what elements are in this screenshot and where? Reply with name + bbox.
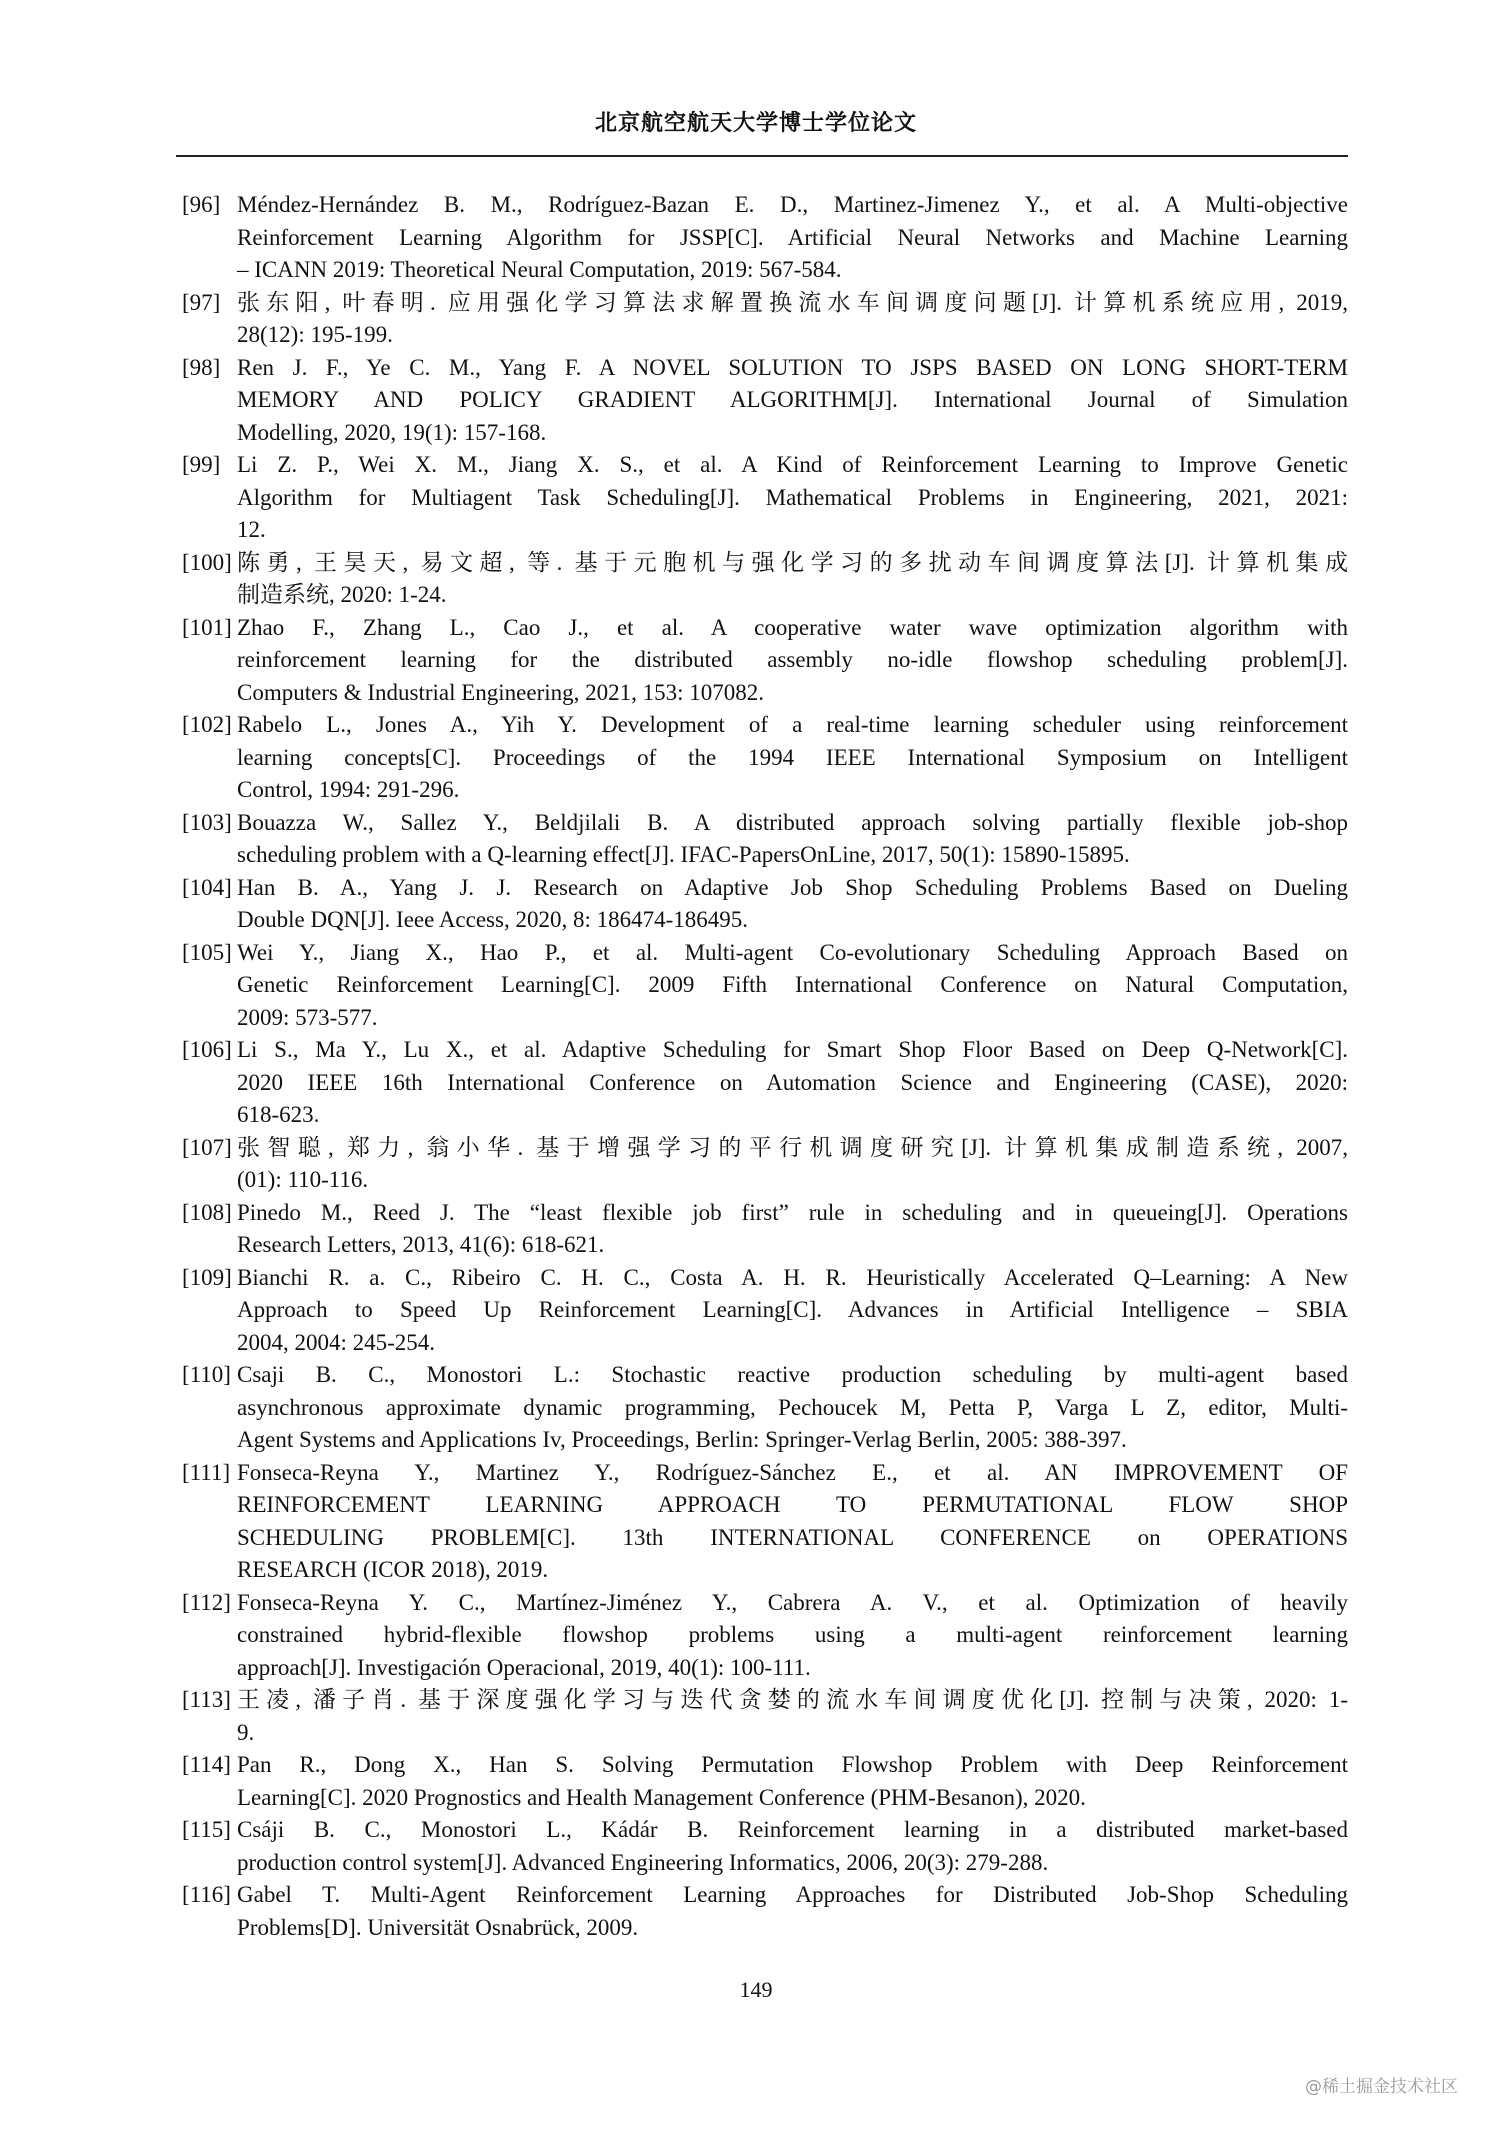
reference-line: Zhao F., Zhang L., Cao J., et al. A cooperative water wave optimization algorithm with bbox=[237, 614, 1348, 640]
reference-number: [101] bbox=[182, 614, 232, 640]
reference-line: MEMORY AND POLICY GRADIENT ALGORITHM[J]. International Journal of Simulation bbox=[237, 387, 1348, 412]
reference-text bbox=[237, 1684, 1348, 1749]
reference-number: [110] bbox=[182, 1362, 231, 1387]
reference-entry bbox=[182, 1587, 1348, 1685]
reference-entry bbox=[182, 287, 1348, 352]
reference-line: 2009: 573-577. bbox=[237, 1004, 378, 1030]
reference-number: [116] bbox=[182, 1882, 231, 1907]
reference-text bbox=[237, 547, 1348, 612]
reference-entry bbox=[182, 1749, 1348, 1814]
reference-line: REINFORCEMENT LEARNING APPROACH TO PERMUTATIONAL FLOW SHOP bbox=[237, 1492, 1348, 1517]
reference-number: [97] bbox=[182, 289, 221, 315]
reference-number: [99] bbox=[182, 452, 221, 477]
reference-text bbox=[237, 937, 1348, 1035]
reference-line: 618-623. bbox=[237, 1102, 320, 1127]
reference-entry bbox=[182, 1034, 1348, 1132]
reference-text bbox=[237, 1034, 1348, 1132]
reference-entry bbox=[182, 807, 1348, 872]
reference-number: [108] bbox=[182, 1199, 232, 1225]
reference-line: reinforcement learning for the distributed assembly no-idle flowshop scheduling problem[J]. bbox=[237, 647, 1348, 672]
reference-line: Bianchi R. a. C., Ribeiro C. H. C., Costa A. H. R. Heuristically Accelerated Q–Learning: A New bbox=[237, 1264, 1348, 1290]
reference-entry bbox=[182, 1684, 1348, 1749]
reference-line: 28(12): 195-199. bbox=[237, 322, 393, 347]
reference-text bbox=[237, 807, 1348, 872]
reference-line: 王凌, 潘子肖. 基于深度强化学习与迭代贪婪的流水车间调度优化[J]. 控制与决策, 2020: 1- bbox=[237, 1687, 1348, 1712]
reference-number: [109] bbox=[182, 1264, 232, 1290]
reference-entry bbox=[182, 547, 1348, 612]
reference-line: asynchronous approximate dynamic programming, Pechoucek M, Petta P, Varga L Z, editor, Multi- bbox=[237, 1394, 1348, 1420]
reference-text bbox=[237, 189, 1348, 287]
reference-number: [102] bbox=[182, 712, 232, 737]
reference-number: [107] bbox=[182, 1134, 232, 1160]
reference-text bbox=[237, 287, 1348, 352]
reference-entry bbox=[182, 352, 1348, 450]
reference-number: [106] bbox=[182, 1037, 232, 1062]
reference-text bbox=[237, 449, 1348, 547]
reference-entry bbox=[182, 872, 1348, 937]
reference-entry bbox=[182, 1197, 1348, 1262]
reference-line: SCHEDULING PROBLEM[C]. 13th INTERNATIONAL CONFERENCE on OPERATIONS bbox=[237, 1524, 1348, 1550]
reference-line: Problems[D]. Universität Osnabrück, 2009. bbox=[237, 1914, 639, 1940]
reference-text bbox=[237, 1749, 1348, 1814]
reference-line: Ren J. F., Ye C. M., Yang F. A NOVEL SOLUTION TO JSPS BASED ON LONG SHORT-TERM bbox=[237, 354, 1348, 380]
reference-line: Méndez-Hernández B. M., Rodríguez-Bazan E. D., Martinez-Jimenez Y., et al. A Multi-objective bbox=[237, 192, 1348, 217]
reference-number: [115] bbox=[182, 1817, 231, 1842]
reference-line: 9. bbox=[237, 1719, 255, 1745]
reference-text bbox=[237, 872, 1348, 937]
reference-line: Li S., Ma Y., Lu X., et al. Adaptive Scheduling for Smart Shop Floor Based on Deep Q-Network[C]. bbox=[237, 1037, 1348, 1062]
reference-number: [96] bbox=[182, 192, 221, 217]
reference-number: [113] bbox=[182, 1687, 231, 1712]
reference-line: Genetic Reinforcement Learning[C]. 2009 Fifth International Conference on Natural Computation, bbox=[237, 972, 1348, 997]
reference-number: [98] bbox=[182, 354, 221, 380]
reference-line: 2004, 2004: 245-254. bbox=[237, 1329, 436, 1355]
reference-line: 制造系统, 2020: 1-24. bbox=[237, 582, 447, 607]
reference-line: Modelling, 2020, 19(1): 157-168. bbox=[237, 419, 547, 445]
reference-line: 张东阳, 叶春明. 应用强化学习算法求解置换流水车间调度问题[J]. 计算机系统应用, 2019, bbox=[237, 289, 1348, 315]
reference-text bbox=[237, 1879, 1348, 1944]
reference-line: Bouazza W., Sallez Y., Beldjilali B. A distributed approach solving partially flexible job-shop bbox=[237, 809, 1348, 835]
reference-line: Csaji B. C., Monostori L.: Stochastic reactive production scheduling by multi-agent based bbox=[237, 1362, 1348, 1387]
reference-text bbox=[237, 1457, 1348, 1587]
reference-text bbox=[237, 1814, 1348, 1879]
reference-entry bbox=[182, 937, 1348, 1035]
reference-entry bbox=[182, 449, 1348, 547]
reference-number: [111] bbox=[182, 1459, 231, 1485]
reference-line: Agent Systems and Applications Iv, Proceedings, Berlin: Springer-Verlag Berlin, 2005: 388-397. bbox=[237, 1427, 1127, 1452]
watermark: @稀土掘金技术社区 bbox=[1305, 2077, 1458, 2097]
reference-number: [104] bbox=[182, 874, 232, 900]
reference-line: Reinforcement Learning Algorithm for JSSP[C]. Artificial Neural Networks and Machine Learning bbox=[237, 224, 1348, 250]
reference-line: 12. bbox=[237, 517, 266, 542]
reference-line: scheduling problem with a Q-learning effect[J]. IFAC-PapersOnLine, 2017, 50(1): 15890-15895. bbox=[237, 842, 1130, 867]
reference-number: [114] bbox=[182, 1752, 231, 1777]
running-header-title: 北京航空航天大学博士学位论文 bbox=[594, 110, 917, 135]
reference-line: production control system[J]. Advanced Engineering Informatics, 2006, 20(3): 279-288. bbox=[237, 1849, 1049, 1875]
reference-number: [105] bbox=[182, 939, 232, 965]
reference-line: (01): 110-116. bbox=[237, 1167, 369, 1192]
reference-number: [100] bbox=[182, 549, 232, 575]
reference-line: Pinedo M., Reed J. The “least flexible job first” rule in scheduling and in queueing[J]. Operations bbox=[237, 1199, 1348, 1225]
reference-line: Csáji B. C., Monostori L., Kádár B. Reinforcement learning in a distributed market-based bbox=[237, 1817, 1348, 1842]
reference-text bbox=[237, 352, 1348, 450]
reference-entry bbox=[182, 1814, 1348, 1879]
reference-line: learning concepts[C]. Proceedings of the 1994 IEEE International Symposium on Intelligent bbox=[237, 744, 1348, 770]
reference-line: Research Letters, 2013, 41(6): 618-621. bbox=[237, 1232, 605, 1257]
reference-text bbox=[237, 1587, 1348, 1685]
reference-entry bbox=[182, 1262, 1348, 1360]
reference-text bbox=[237, 709, 1348, 807]
reference-entry bbox=[182, 1132, 1348, 1197]
reference-line: Algorithm for Multiagent Task Scheduling[J]. Mathematical Problems in Engineering, 2021, 2021: bbox=[237, 484, 1348, 510]
page-number: 149 bbox=[739, 1977, 773, 2002]
reference-line: Computers & Industrial Engineering, 2021, 153: 107082. bbox=[237, 679, 765, 705]
reference-line: Pan R., Dong X., Han S. Solving Permutation Flowshop Problem with Deep Reinforcement bbox=[237, 1752, 1348, 1777]
reference-text bbox=[237, 1359, 1348, 1457]
reference-line: approach[J]. Investigación Operacional, 2019, 40(1): 100-111. bbox=[237, 1654, 811, 1680]
reference-line: Fonseca-Reyna Y. C., Martínez-Jiménez Y., Cabrera A. V., et al. Optimization of heavily bbox=[237, 1589, 1348, 1615]
reference-entry bbox=[182, 709, 1348, 807]
reference-list bbox=[182, 189, 1348, 1944]
reference-line: constrained hybrid-flexible flowshop problems using a multi-agent reinforcement learning bbox=[237, 1622, 1348, 1647]
reference-line: 2020 IEEE 16th International Conference on Automation Science and Engineering (CASE), 2020: bbox=[237, 1069, 1348, 1095]
reference-number: [112] bbox=[182, 1589, 231, 1615]
reference-line: 张智聪, 郑力, 翁小华. 基于增强学习的平行机调度研究[J]. 计算机集成制造系统, 2007, bbox=[237, 1134, 1348, 1160]
reference-entry bbox=[182, 189, 1348, 287]
reference-line: Control, 1994: 291-296. bbox=[237, 777, 460, 802]
reference-line: 陈勇, 王昊天, 易文超, 等. 基于元胞机与强化学习的多扰动车间调度算法[J]. 计算机集成 bbox=[237, 549, 1348, 575]
reference-entry bbox=[182, 1359, 1348, 1457]
reference-line: Learning[C]. 2020 Prognostics and Health Management Conference (PHM-Besanon), 2020. bbox=[237, 1784, 1086, 1810]
reference-text bbox=[237, 1132, 1348, 1197]
reference-line: Double DQN[J]. Ieee Access, 2020, 8: 186474-186495. bbox=[237, 907, 749, 932]
reference-line: Approach to Speed Up Reinforcement Learning[C]. Advances in Artificial Intelligence – SBIA bbox=[237, 1297, 1348, 1322]
reference-text bbox=[237, 612, 1348, 710]
reference-number: [103] bbox=[182, 809, 232, 835]
reference-line: RESEARCH (ICOR 2018), 2019. bbox=[237, 1557, 549, 1582]
reference-text bbox=[237, 1262, 1348, 1360]
reference-line: Fonseca-Reyna Y., Martinez Y., Rodríguez-Sánchez E., et al. AN IMPROVEMENT OF bbox=[237, 1459, 1348, 1485]
reference-line: Han B. A., Yang J. J. Research on Adaptive Job Shop Scheduling Problems Based on Dueling bbox=[237, 874, 1348, 900]
reference-line: Wei Y., Jiang X., Hao P., et al. Multi-agent Co-evolutionary Scheduling Approach Based on bbox=[237, 939, 1348, 965]
header-rule bbox=[176, 155, 1348, 157]
reference-line: – ICANN 2019: Theoretical Neural Computation, 2019: 567-584. bbox=[237, 257, 842, 282]
reference-text bbox=[237, 1197, 1348, 1262]
reference-line: Rabelo L., Jones A., Yih Y. Development of a real-time learning scheduler using reinforcement bbox=[237, 712, 1348, 737]
reference-entry bbox=[182, 1457, 1348, 1587]
reference-entry bbox=[182, 612, 1348, 710]
reference-line: Li Z. P., Wei X. M., Jiang X. S., et al. A Kind of Reinforcement Learning to Improve Genetic bbox=[237, 452, 1348, 477]
reference-entry bbox=[182, 1879, 1348, 1944]
reference-line: Gabel T. Multi-Agent Reinforcement Learning Approaches for Distributed Job-Shop Scheduling bbox=[237, 1882, 1348, 1907]
